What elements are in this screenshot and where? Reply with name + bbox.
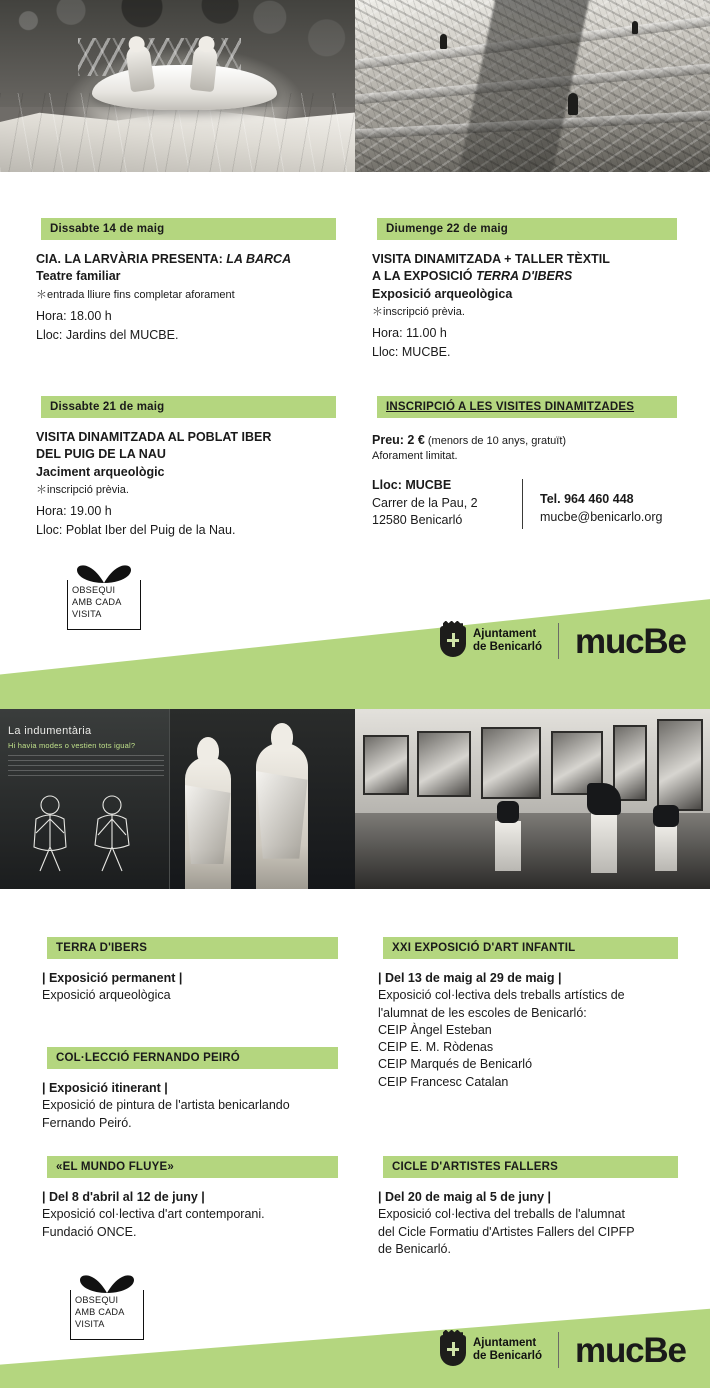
artwork: [417, 731, 471, 797]
exhibition-5-body: [378, 1189, 678, 1258]
photo-exposicio-indumentaria: [0, 709, 355, 889]
logo-block-bottom: [440, 1332, 686, 1368]
event-card-3: [36, 396, 336, 539]
ajuntament-label: Ajuntament de Benicarló: [473, 1336, 543, 1362]
photo-performer-right: [189, 44, 218, 92]
exhibition-card-terra-dibers: [42, 937, 338, 1005]
inscription-contact: [372, 477, 677, 533]
exhibition-4-header: «EL MUNDO FLUYE»: [42, 1156, 338, 1178]
exhibition-5-desc-line: de Benicarló.: [378, 1241, 451, 1256]
benicarlo-shield-icon: [440, 1335, 466, 1366]
mannequin-left: [185, 757, 231, 889]
exhibition-card-fernando-peiro: [42, 1047, 338, 1132]
exhibition-3-header: COL·LECCIÓ FERNANDO PEIRÓ: [42, 1047, 338, 1069]
sculpture: [653, 805, 679, 827]
logo-block-top: [440, 623, 686, 659]
gift-badge-text: OBSEQUI AMB CADA VISITA: [67, 580, 141, 630]
exhibition-5-desc-line: Exposició col·lectiva del treballs de l'alumnat: [378, 1207, 625, 1222]
exhibition-5-desc-line: del Cicle Formatiu d'Artistes Fallers del CIPFP: [378, 1224, 635, 1239]
inscription-address: Lloc: MUCBE Carrer de la Pau, 2 12580 Benicarló: [372, 478, 478, 527]
inscription-price: Preu: 2 € (menors de 10 anys, gratuït) Aforament limitat.: [372, 432, 677, 464]
exhibition-5-meta: | Del 20 de maig al 5 de juny |: [378, 1190, 552, 1204]
event-1-header: Dissabte 14 de maig: [36, 218, 336, 240]
exhibition-4-meta: | Del 8 d'abril al 12 de juny |: [42, 1190, 205, 1204]
pedestal: [655, 825, 677, 871]
event-2-place: Lloc: MUCBE.: [372, 345, 451, 360]
event-1-note: ＊entrada lliure fins completar aforament: [36, 288, 235, 301]
event-2-time: Hora: 11.00 h: [372, 325, 447, 340]
ajuntament-label: Ajuntament de Benicarló: [473, 627, 543, 653]
gift-badge-bottom: [70, 1290, 144, 1340]
logo-divider: [558, 1332, 559, 1368]
gift-badge-top: [67, 580, 141, 630]
exhibition-card-artistes-fallers: [378, 1156, 678, 1258]
event-3-title-line1: VISITA DINAMITZADA AL POBLAT IBER: [36, 430, 272, 444]
event-3-subtitle: Jaciment arqueològic: [36, 464, 165, 479]
exhibition-1-header: TERRA D'IBERS: [42, 937, 338, 959]
photo-boat-shape: [92, 65, 277, 110]
exhibition-3-meta: | Exposició itinerant |: [42, 1081, 168, 1095]
mannequin-head: [197, 737, 219, 765]
event-card-2: [372, 218, 677, 361]
event-2-subtitle: Exposició arqueològica: [372, 286, 513, 301]
sculpture: [497, 801, 519, 823]
phone-number: Tel. 964 460 448: [540, 492, 634, 507]
event-2-note: ＊inscripció prèvia.: [372, 305, 465, 318]
exhibition-4-desc-line: Fundació ONCE.: [42, 1224, 137, 1239]
exhibition-3-desc-line: Exposició de pintura de l'artista benicarlando: [42, 1098, 290, 1113]
event-1-place: Lloc: Jardins del MUCBE.: [36, 327, 179, 342]
event-2-title-line1: VISITA DINAMITZADA + TALLER TÈXTIL: [372, 252, 610, 266]
mannequin-drape: [256, 771, 308, 859]
event-card-1: [36, 218, 336, 344]
event-1-title: CIA. LA LARVÀRIA PRESENTA: LA BARCA: [36, 252, 292, 266]
event-1-body: [36, 251, 336, 344]
exhibition-card-art-infantil: [378, 937, 678, 1091]
inscription-phone-email: [540, 491, 662, 526]
inscription-header: INSCRIPCIÓ A LES VISITES DINAMITZADES: [372, 396, 677, 418]
mannequin-right: [256, 743, 308, 889]
exhibition-5-header: CICLE D'ARTISTES FALLERS: [378, 1156, 678, 1178]
exhibition-card-el-mundo-fluye: [42, 1156, 338, 1241]
event-3-time: Hora: 19.00 h: [36, 503, 112, 518]
contact-divider: [522, 479, 523, 529]
event-2-title-line2: A LA EXPOSICIÓ TERRA D'IBERS: [372, 269, 573, 284]
mucbe-logo: mucBe: [575, 1330, 686, 1370]
exhibition-2-meta: | Del 13 de maig al 29 de maig |: [378, 971, 562, 985]
exhibition-1-meta: | Exposició permanent |: [42, 971, 183, 985]
event-3-place: Lloc: Poblat Iber del Puig de la Nau.: [36, 523, 236, 538]
exhibition-2-desc-line: Exposició col·lectiva dels treballs artístics de: [378, 988, 625, 1003]
exhibit-illustration: [12, 789, 162, 875]
photo-sala-exposicio: [355, 709, 710, 889]
exhibition-3-desc-line: Fernando Peiró.: [42, 1115, 132, 1130]
exhibit-panel-title: La indumentària: [8, 725, 92, 737]
mannequin-drape: [185, 785, 231, 864]
exhibit-panel: [0, 709, 170, 889]
inscription-capacity: Aforament limitat.: [372, 450, 458, 463]
mannequin-head: [271, 723, 293, 751]
exhibit-panel-subtitle: Hi havia modes o vestien tots igual?: [8, 741, 136, 750]
exhibition-3-body: [42, 1080, 338, 1132]
ribbon-icon: [73, 564, 135, 584]
photo-visitor: [568, 93, 578, 115]
exhibition-2-header: XXI EXPOSICIÓ D'ART INFANTIL: [378, 937, 678, 959]
event-3-header: Dissabte 21 de maig: [36, 396, 336, 418]
artwork: [481, 727, 541, 799]
exhibition-2-school: CEIP Marqués de Benicarló: [378, 1057, 533, 1072]
photo-strip-top: [0, 0, 710, 172]
inscription-card: [372, 396, 677, 533]
sculpture: [587, 783, 621, 815]
photo-teatre-familiar: [0, 0, 355, 172]
photo-poblat-iber: [355, 0, 710, 172]
event-3-title-line2: DEL PUIG DE LA NAU: [36, 447, 166, 462]
benicarlo-shield-icon: [440, 626, 466, 657]
email-address[interactable]: mucbe@benicarlo.org: [540, 509, 663, 524]
artwork: [363, 735, 409, 795]
exhibition-2-body: [378, 970, 678, 1091]
event-2-body: [372, 251, 677, 361]
event-1-subtitle: Teatre familiar: [36, 269, 121, 284]
mucbe-logo: mucBe: [575, 621, 686, 661]
exhibit-panel-text: [8, 755, 164, 777]
exhibition-2-school: CEIP Àngel Esteban: [378, 1022, 492, 1037]
exhibition-2-school: CEIP E. M. Ròdenas: [378, 1040, 494, 1054]
exhibition-4-desc-line: Exposició col·lectiva d'art contemporani.: [42, 1207, 265, 1222]
photo-visitor: [440, 34, 447, 49]
event-3-note: ＊inscripció prèvia.: [36, 483, 129, 496]
artwork: [613, 725, 647, 801]
exhibition-2-school: CEIP Francesc Catalan: [378, 1074, 509, 1089]
pedestal: [591, 813, 617, 873]
logo-divider: [558, 623, 559, 659]
ribbon-icon: [76, 1274, 138, 1294]
gift-badge-text: OBSEQUI AMB CADA VISITA: [70, 1290, 144, 1340]
exhibition-1-body: [42, 970, 338, 1005]
exhibition-2-desc-line: l'alumnat de les escoles de Benicarló:: [378, 1005, 587, 1020]
photo-strip-bottom: [0, 709, 710, 889]
exhibition-4-body: [42, 1189, 338, 1241]
artwork: [657, 719, 703, 811]
pedestal: [495, 821, 521, 871]
photo-visitor: [632, 21, 638, 34]
exhibition-1-desc: Exposició arqueològica: [42, 988, 171, 1003]
event-3-body: [36, 429, 336, 539]
event-2-header: Diumenge 22 de maig: [372, 218, 677, 240]
event-1-time: Hora: 18.00 h: [36, 308, 112, 323]
